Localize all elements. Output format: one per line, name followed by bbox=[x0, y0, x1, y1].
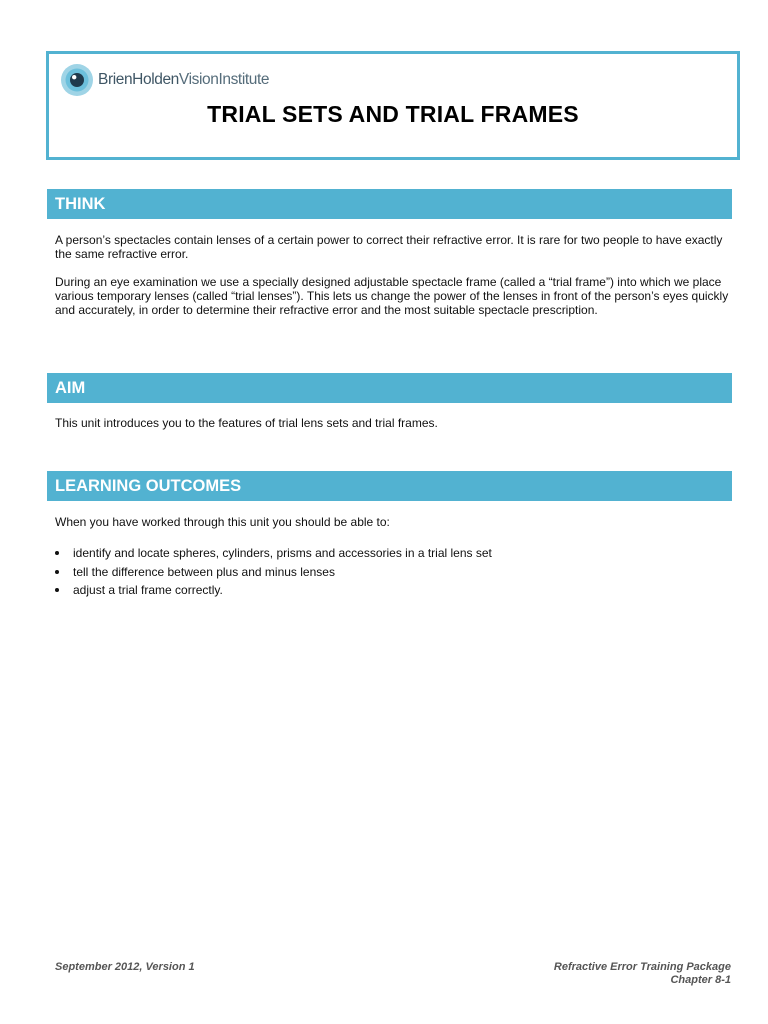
footer-chapter: Chapter 8-1 bbox=[670, 974, 731, 986]
eye-logo-icon bbox=[60, 63, 94, 97]
list-item bbox=[55, 583, 735, 602]
section-heading-learning-outcomes: LEARNING OUTCOMES bbox=[47, 471, 732, 501]
title-header-box bbox=[46, 51, 740, 160]
document-title: TRIAL SETS AND TRIAL FRAMES bbox=[207, 101, 579, 127]
list-item-text: identify and locate spheres, cylinders, prisms and accessories in a trial lens set bbox=[73, 546, 492, 560]
list-item bbox=[55, 565, 735, 584]
list-item-text: adjust a trial frame correctly. bbox=[73, 583, 223, 597]
aim-paragraph: This unit introduces you to the features of trial lens sets and trial frames. bbox=[55, 416, 438, 430]
section-heading-aim: AIM bbox=[47, 373, 732, 403]
list-item-text: tell the difference between plus and minus lenses bbox=[73, 564, 335, 579]
list-item bbox=[55, 546, 735, 565]
think-paragraph-1: A person’s spectacles contain lenses of a certain power to correct their refractive error. It is rare for two people to have exactly the same refractive error. bbox=[55, 233, 723, 261]
section-heading-think: THINK bbox=[47, 189, 732, 219]
bullet-dot-icon bbox=[55, 588, 59, 592]
footer-date-version: September 2012, Version 1 bbox=[55, 961, 195, 973]
bullet-dot-icon bbox=[55, 551, 59, 555]
logo-wordmark-light: VisionInstitute bbox=[178, 71, 270, 88]
learning-outcomes-list bbox=[55, 546, 735, 602]
brien-holden-logo bbox=[60, 63, 269, 97]
logo-wordmark-strong: BrienHolden bbox=[98, 71, 179, 88]
footer-package-chapter bbox=[554, 961, 731, 987]
think-paragraph-2: During an eye examination we use a specially designed adjustable spectacle frame (called a “trial frame”) into which we place various temporary lenses (called “trial lenses”). This lets us change the power of the lenses in front of the person’s eyes quickly and accurately, in order to determine their refractive error and the most suitable spectacle prescription. bbox=[55, 275, 729, 317]
footer-package-name: Refractive Error Training Package bbox=[553, 961, 731, 973]
bullet-dot-icon bbox=[55, 570, 59, 574]
learning-outcomes-intro: When you have worked through this unit you should be able to: bbox=[55, 515, 390, 529]
logo-wordmark bbox=[98, 71, 269, 89]
